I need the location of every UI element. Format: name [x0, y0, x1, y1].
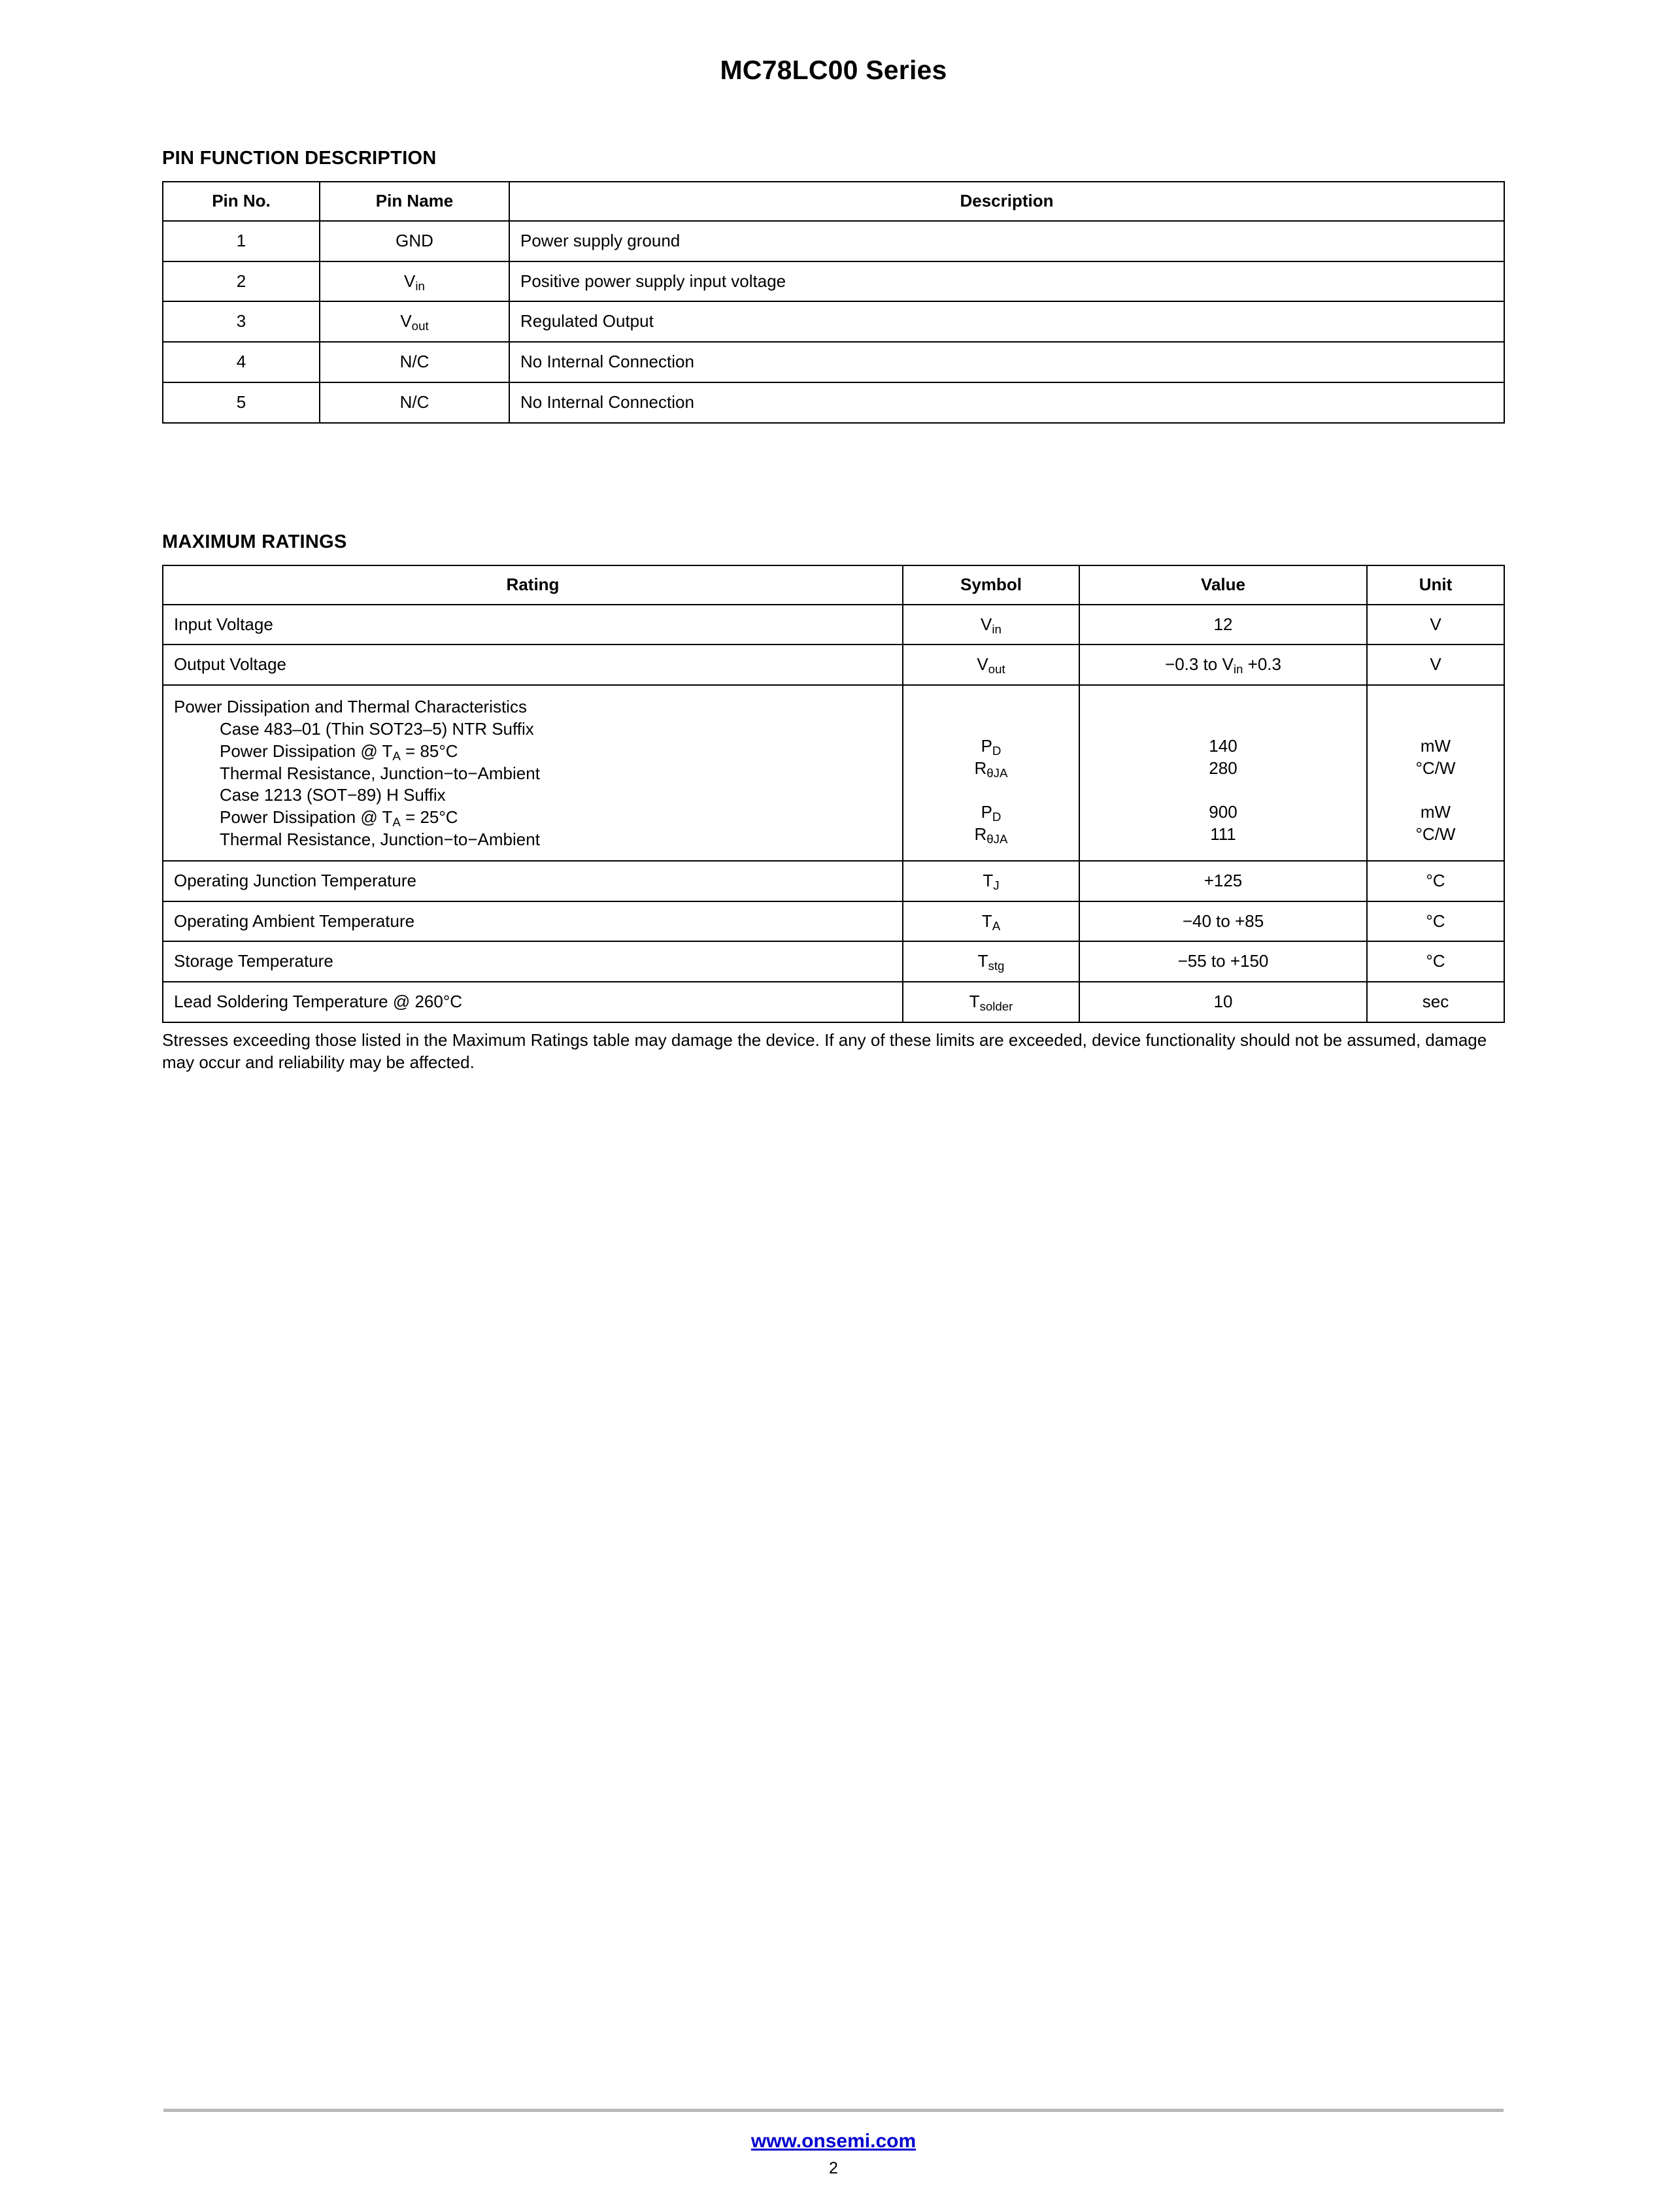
value-cell: −55 to +150	[1079, 941, 1367, 982]
value-cell: 10	[1079, 982, 1367, 1022]
maximum-ratings-table	[162, 565, 1505, 1023]
pin-no-cell: 3	[163, 301, 320, 342]
table-header-row	[163, 565, 1504, 605]
pin-no-cell: 1	[163, 221, 320, 261]
unit-cell: V	[1367, 605, 1504, 645]
table-row	[163, 342, 1504, 382]
pin-no-cell: 4	[163, 342, 320, 382]
pin-description-cell: Regulated Output	[509, 301, 1504, 342]
pin-no-cell: 5	[163, 382, 320, 423]
footer-divider	[163, 2109, 1504, 2112]
pin-function-heading: PIN FUNCTION DESCRIPTION	[162, 148, 437, 169]
column-header-pin-no: Pin No.	[163, 182, 320, 221]
column-header-symbol: Symbol	[903, 565, 1079, 605]
table-row	[163, 261, 1504, 302]
pin-description-cell: No Internal Connection	[509, 342, 1504, 382]
column-header-pin-name: Pin Name	[320, 182, 509, 221]
rating-cell: Power Dissipation and Thermal Characteristics Case 483–01 (Thin SOT23–5) NTR Suffix Power Dissipation @ $T_A = 85^\circ C$ Thermal Resistance, Junction−to−Ambient Case 1213 (SOT−89) H Suffix Power Dissipation @ $T_A = 25^\circ C$ Thermal Resistance, Junction−to−Ambient	[163, 685, 903, 861]
value-cell: 12	[1079, 605, 1367, 645]
table-row	[163, 685, 1504, 861]
rating-cell: Operating Junction Temperature	[163, 861, 903, 901]
table-row	[163, 861, 1504, 901]
table-header-row	[163, 182, 1504, 221]
unit-cell: V	[1367, 645, 1504, 685]
pin-name-cell: N/C	[320, 382, 509, 423]
symbol-cell: $V_{out}$	[903, 645, 1079, 685]
value-cell: 140 280 900 111	[1079, 685, 1367, 861]
table-row	[163, 941, 1504, 982]
column-header-unit: Unit	[1367, 565, 1504, 605]
maximum-ratings-note: Stresses exceeding those listed in the Maximum Ratings table may damage the device. If any of these limits are exceeded, device functionality should not be assumed, damage may occur and reliability may be affected.	[162, 1030, 1487, 1072]
table-row	[163, 982, 1504, 1022]
onsemi-website-link[interactable]: www.onsemi.com	[750, 2130, 917, 2152]
rating-cell: Lead Soldering Temperature @ 260°C	[163, 982, 903, 1022]
page-footer	[0, 2109, 1667, 2212]
unit-cell: °C	[1367, 861, 1504, 901]
datasheet-page	[0, 55, 1667, 2212]
table-row	[163, 221, 1504, 261]
table-row	[163, 901, 1504, 942]
table-row	[163, 605, 1504, 645]
table-row	[163, 301, 1504, 342]
pin-function-table	[162, 181, 1505, 424]
pin-name-cell: $V_{out}$	[320, 301, 509, 342]
value-cell: −0.3 to $V_{in} +0.3$	[1079, 645, 1367, 685]
column-header-value: Value	[1079, 565, 1367, 605]
symbol-cell: $V_{in}$	[903, 605, 1079, 645]
rating-cell: Storage Temperature	[163, 941, 903, 982]
symbol-cell: $T_{solder}$	[903, 982, 1079, 1022]
page-title: MC78LC00 Series	[720, 55, 947, 85]
unit-cell: sec	[1367, 982, 1504, 1022]
pin-no-cell: 2	[163, 261, 320, 302]
section-spacer	[162, 424, 1505, 469]
table-row	[163, 382, 1504, 423]
rating-cell: Operating Ambient Temperature	[163, 901, 903, 942]
value-cell: −40 to +85	[1079, 901, 1367, 942]
symbol-cell: $P_D$ $R_{\theta JA}$ $P_D$ $R_{\theta JA}$	[903, 685, 1079, 861]
symbol-cell: $T_A$	[903, 901, 1079, 942]
unit-cell: °C	[1367, 941, 1504, 982]
rating-cell: Input Voltage	[163, 605, 903, 645]
page-number: 2	[829, 2159, 838, 2177]
pin-description-cell: Power supply ground	[509, 221, 1504, 261]
pin-description-cell: Positive power supply input voltage	[509, 261, 1504, 302]
column-header-rating: Rating	[163, 565, 903, 605]
symbol-cell: $T_{stg}$	[903, 941, 1079, 982]
column-header-description: Description	[509, 182, 1504, 221]
unit-cell: mW °C/W mW °C/W	[1367, 685, 1504, 861]
table-row	[163, 645, 1504, 685]
pin-name-cell: N/C	[320, 342, 509, 382]
value-cell: +125	[1079, 861, 1367, 901]
unit-cell: °C	[1367, 901, 1504, 942]
maximum-ratings-heading: MAXIMUM RATINGS	[162, 531, 347, 552]
page-content	[162, 148, 1505, 1074]
pin-name-cell: $V_{in}$	[320, 261, 509, 302]
symbol-cell: $T_J$	[903, 861, 1079, 901]
pin-description-cell: No Internal Connection	[509, 382, 1504, 423]
pin-name-cell: GND	[320, 221, 509, 261]
rating-cell: Output Voltage	[163, 645, 903, 685]
